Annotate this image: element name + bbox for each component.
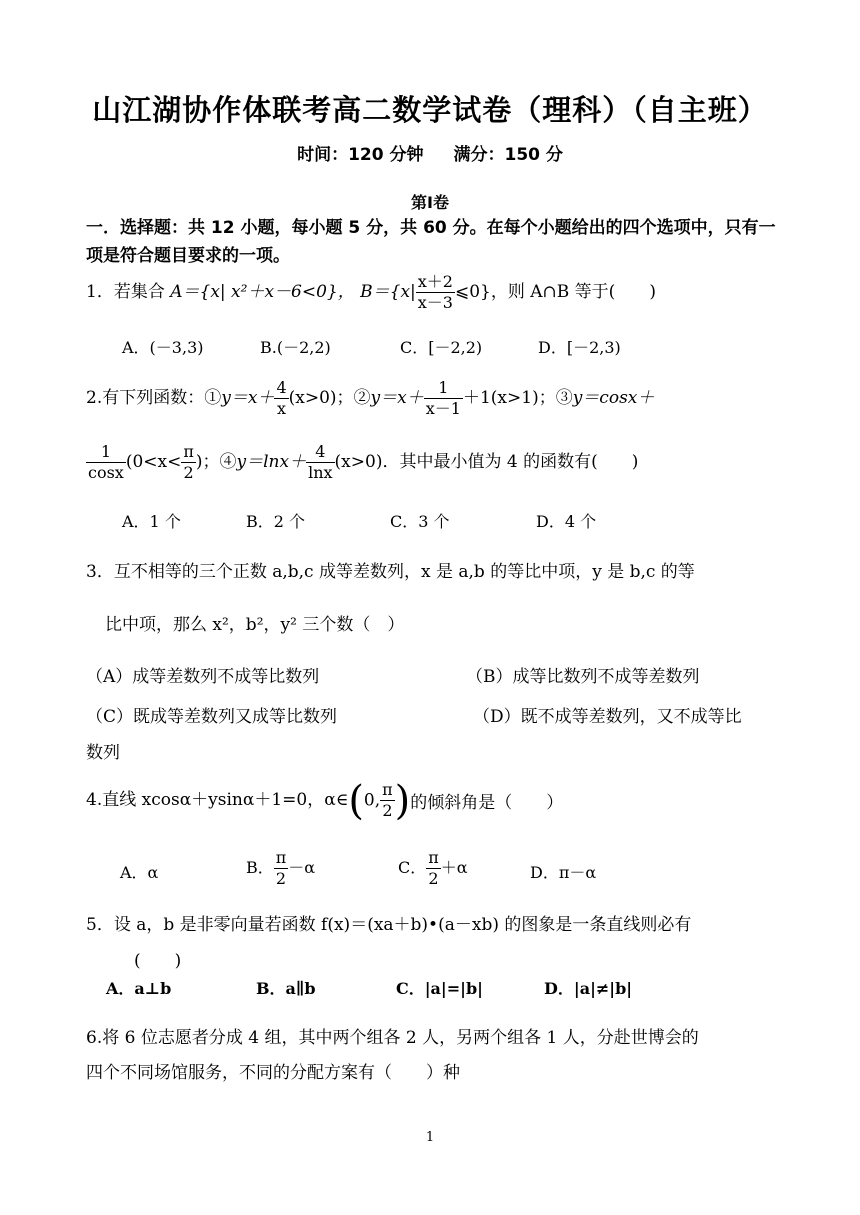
- q3-option-d-cont: 数列: [86, 743, 120, 763]
- question-6-line2: 四个不同场馆服务，不同的分配方案有（ ）种: [86, 1063, 460, 1083]
- q4-suffix: 的倾斜角是（ ）: [410, 793, 564, 813]
- q5-option-c: C．|a|=|b|: [396, 979, 483, 998]
- q5-option-d: D．|a|≠|b|: [544, 979, 633, 998]
- q2-f1-frac: [274, 378, 288, 419]
- q4-option-b: [246, 848, 315, 889]
- q1-option-a: A．(－3,3): [122, 338, 204, 357]
- q4-option-c-post: ＋α: [440, 858, 468, 877]
- q2-option-c: C．3 个: [390, 512, 450, 531]
- q4-option-c: [398, 848, 468, 889]
- q1-prefix: 1．若集合: [86, 282, 165, 302]
- question-4: [86, 777, 564, 824]
- q1-option-b: B.(－2,2): [260, 338, 331, 357]
- question-5-line1: 5．设 a，b 是非零向量若函数 f(x)＝(xa＋b)•(a－xb) 的图象是一条直线则必有: [86, 915, 692, 935]
- q2-f2-frac: [424, 378, 463, 419]
- q2-f1: y＝x＋: [221, 388, 275, 408]
- q1-set-b: B＝{x|: [360, 282, 416, 302]
- q4-b-two: 2: [275, 869, 287, 888]
- q3-option-b: （B）成等比数列不成等差数列: [466, 667, 700, 687]
- exam-info: [0, 140, 860, 165]
- q2-f4-frac: [306, 442, 334, 483]
- score-label: 满分：150 分: [453, 145, 563, 165]
- q3-option-c: （C）既成等差数列又成等比数列: [86, 707, 338, 727]
- q4-prefix: 4.直线 xcosα＋ysinα＋1=0，α∈: [86, 790, 349, 810]
- q2-f3: y＝cosx＋: [572, 388, 655, 408]
- q2-f2-post: ＋1(x>1)；③: [462, 388, 573, 408]
- q4-pi-frac: [380, 780, 395, 821]
- question-6-line1: 6.将 6 位志愿者分成 4 组，其中两个组各 2 人，另两个组各 1 人，分赴世博会的: [86, 1028, 699, 1048]
- q2-f2-num: 1: [424, 378, 463, 399]
- q4-option-c-label: C．: [398, 858, 427, 877]
- q1-frac-den: x－3: [417, 293, 453, 312]
- q2-f1-num: 4: [276, 378, 287, 397]
- q2-f3-den: cosx: [88, 463, 124, 482]
- q1-suffix: ⩽0}，则 A∩B 等于( ): [454, 282, 656, 302]
- q5-option-b: B．a∥b: [256, 979, 316, 998]
- q4-option-b-frac: [274, 848, 289, 889]
- q4-c-pi: π: [428, 848, 439, 867]
- q1-frac-num: x＋2: [417, 272, 453, 291]
- q1-set-a: A＝{x| x²＋x－6<0}，: [170, 282, 355, 302]
- q4-option-b-label: B．: [246, 858, 274, 877]
- q2-option-d: D．4 个: [536, 512, 597, 531]
- q4-option-b-post: －α: [288, 858, 316, 877]
- exam-title: 山江湖协作体联考高二数学试卷（理科）（自主班）: [92, 93, 768, 127]
- q2-f3-post: )；④: [195, 452, 237, 472]
- q2-f2-den: x－1: [425, 399, 461, 418]
- volume-heading: 第Ⅰ卷: [411, 193, 449, 212]
- q2-f4-post: (x>0)．其中最小值为 4 的函数有( ): [334, 452, 639, 472]
- q5-option-a: A．a⊥b: [106, 979, 172, 998]
- question-2-line1: [86, 378, 654, 419]
- q4-left-paren: (: [348, 777, 364, 824]
- q4-c-two: 2: [428, 869, 439, 888]
- q4-two: 2: [382, 801, 393, 820]
- q2-f3-num2: π: [183, 442, 194, 461]
- page-number: 1: [425, 1130, 435, 1145]
- section-heading: 一．选择题：共 12 小题，每小题 5 分，共 60 分。在每个小题给出的四个选项中，只有一项是符合题目要求的一项。: [86, 218, 776, 266]
- q4-right-paren: ): [394, 777, 411, 824]
- q2-prefix: 2.有下列函数：①: [86, 388, 222, 408]
- q4-option-a: A．α: [120, 863, 159, 882]
- q4-b-pi: π: [275, 848, 287, 867]
- q2-f3-num: 1: [86, 442, 126, 463]
- q2-f3-mid: (0<x<: [125, 452, 182, 472]
- q4-option-d: D．π－α: [530, 863, 597, 882]
- q2-f1-den: x: [277, 399, 287, 418]
- question-2-line2: [86, 442, 638, 483]
- q2-f3-frac2: [181, 442, 196, 483]
- q1-fraction: [416, 272, 455, 313]
- q1-option-c: C．[－2,2): [400, 338, 483, 357]
- question-3-line2: 比中项，那么 x²，b²，y² 三个数（ ）: [105, 615, 405, 635]
- question-3-line1: 3．互不相等的三个正数 a,b,c 成等差数列，x 是 a,b 的等比中项，y 是 b,c 的等: [86, 562, 695, 582]
- time-label: 时间：120 分钟: [297, 145, 424, 165]
- q3-option-a: （A）成等差数列不成等比数列: [86, 667, 320, 687]
- q2-f3-frac: [86, 442, 126, 483]
- q2-option-a: A．1 个: [122, 512, 181, 531]
- q4-interval: 0,: [363, 790, 381, 811]
- q2-f1-post: (x>0)；②: [288, 388, 371, 408]
- q4-pi: π: [382, 780, 393, 799]
- question-5-line2: ( ): [134, 951, 182, 971]
- q3-option-d: （D）既不成等差数列，又不成等比: [473, 707, 742, 727]
- q4-option-c-frac: [426, 848, 441, 889]
- q2-f4-num: 4: [306, 442, 334, 463]
- q2-option-b: B．2 个: [246, 512, 306, 531]
- q2-f3-den2: 2: [183, 463, 194, 482]
- question-1: [86, 272, 656, 313]
- q2-f4: y＝lnx＋: [236, 452, 307, 472]
- q2-f4-den: lnx: [308, 463, 333, 482]
- q2-f2: y＝x＋: [370, 388, 424, 408]
- q1-option-d: D．[－2,3): [538, 338, 621, 357]
